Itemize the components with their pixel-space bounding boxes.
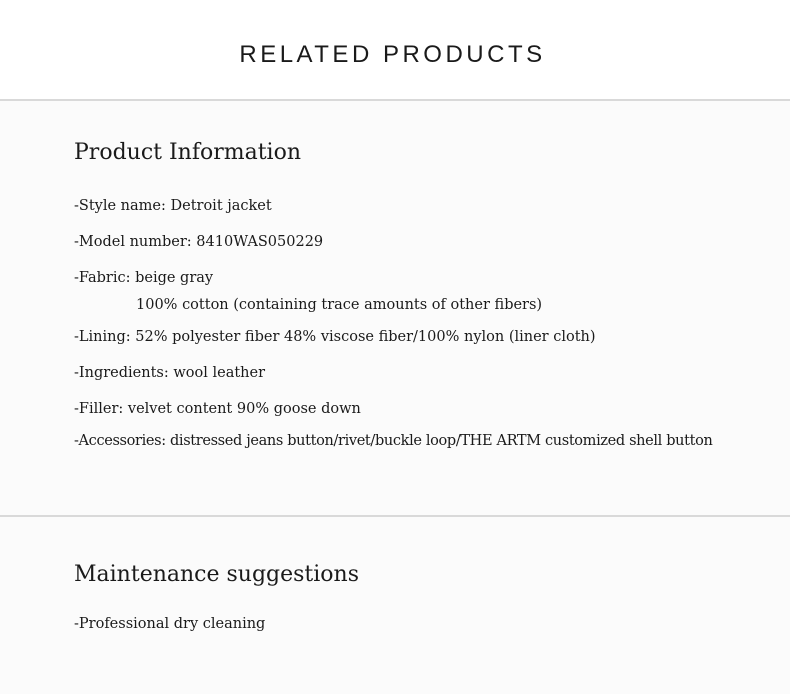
maintenance-title: Maintenance suggestions <box>74 562 360 587</box>
model-number-line: -Model number: 8410WAS050229 <box>74 234 324 250</box>
maintenance-item: -Professional dry cleaning <box>74 616 266 632</box>
accessories-line: -Accessories: distressed jeans button/rivet/buckle loop/THE ARTM customized shell button <box>74 433 713 449</box>
lining-line: -Lining: 52% polyester fiber 48% viscose fiber/100% nylon (liner cloth) <box>74 329 596 345</box>
maintenance-section <box>0 517 790 694</box>
ingredients-line: -Ingredients: wool leather <box>74 365 266 381</box>
style-name-line: -Style name: Detroit jacket <box>74 198 272 214</box>
product-information-section <box>0 101 790 515</box>
fabric-line: -Fabric: beige gray <box>74 270 214 286</box>
related-products-title: RELATED PRODUCTS <box>239 41 546 68</box>
filler-line: -Filler: velvet content 90% goose down <box>74 401 361 417</box>
product-information-title: Product Information <box>74 140 302 165</box>
fabric-detail-line: 100% cotton (containing trace amounts of other fibers) <box>136 297 543 313</box>
related-products-header <box>0 0 790 100</box>
